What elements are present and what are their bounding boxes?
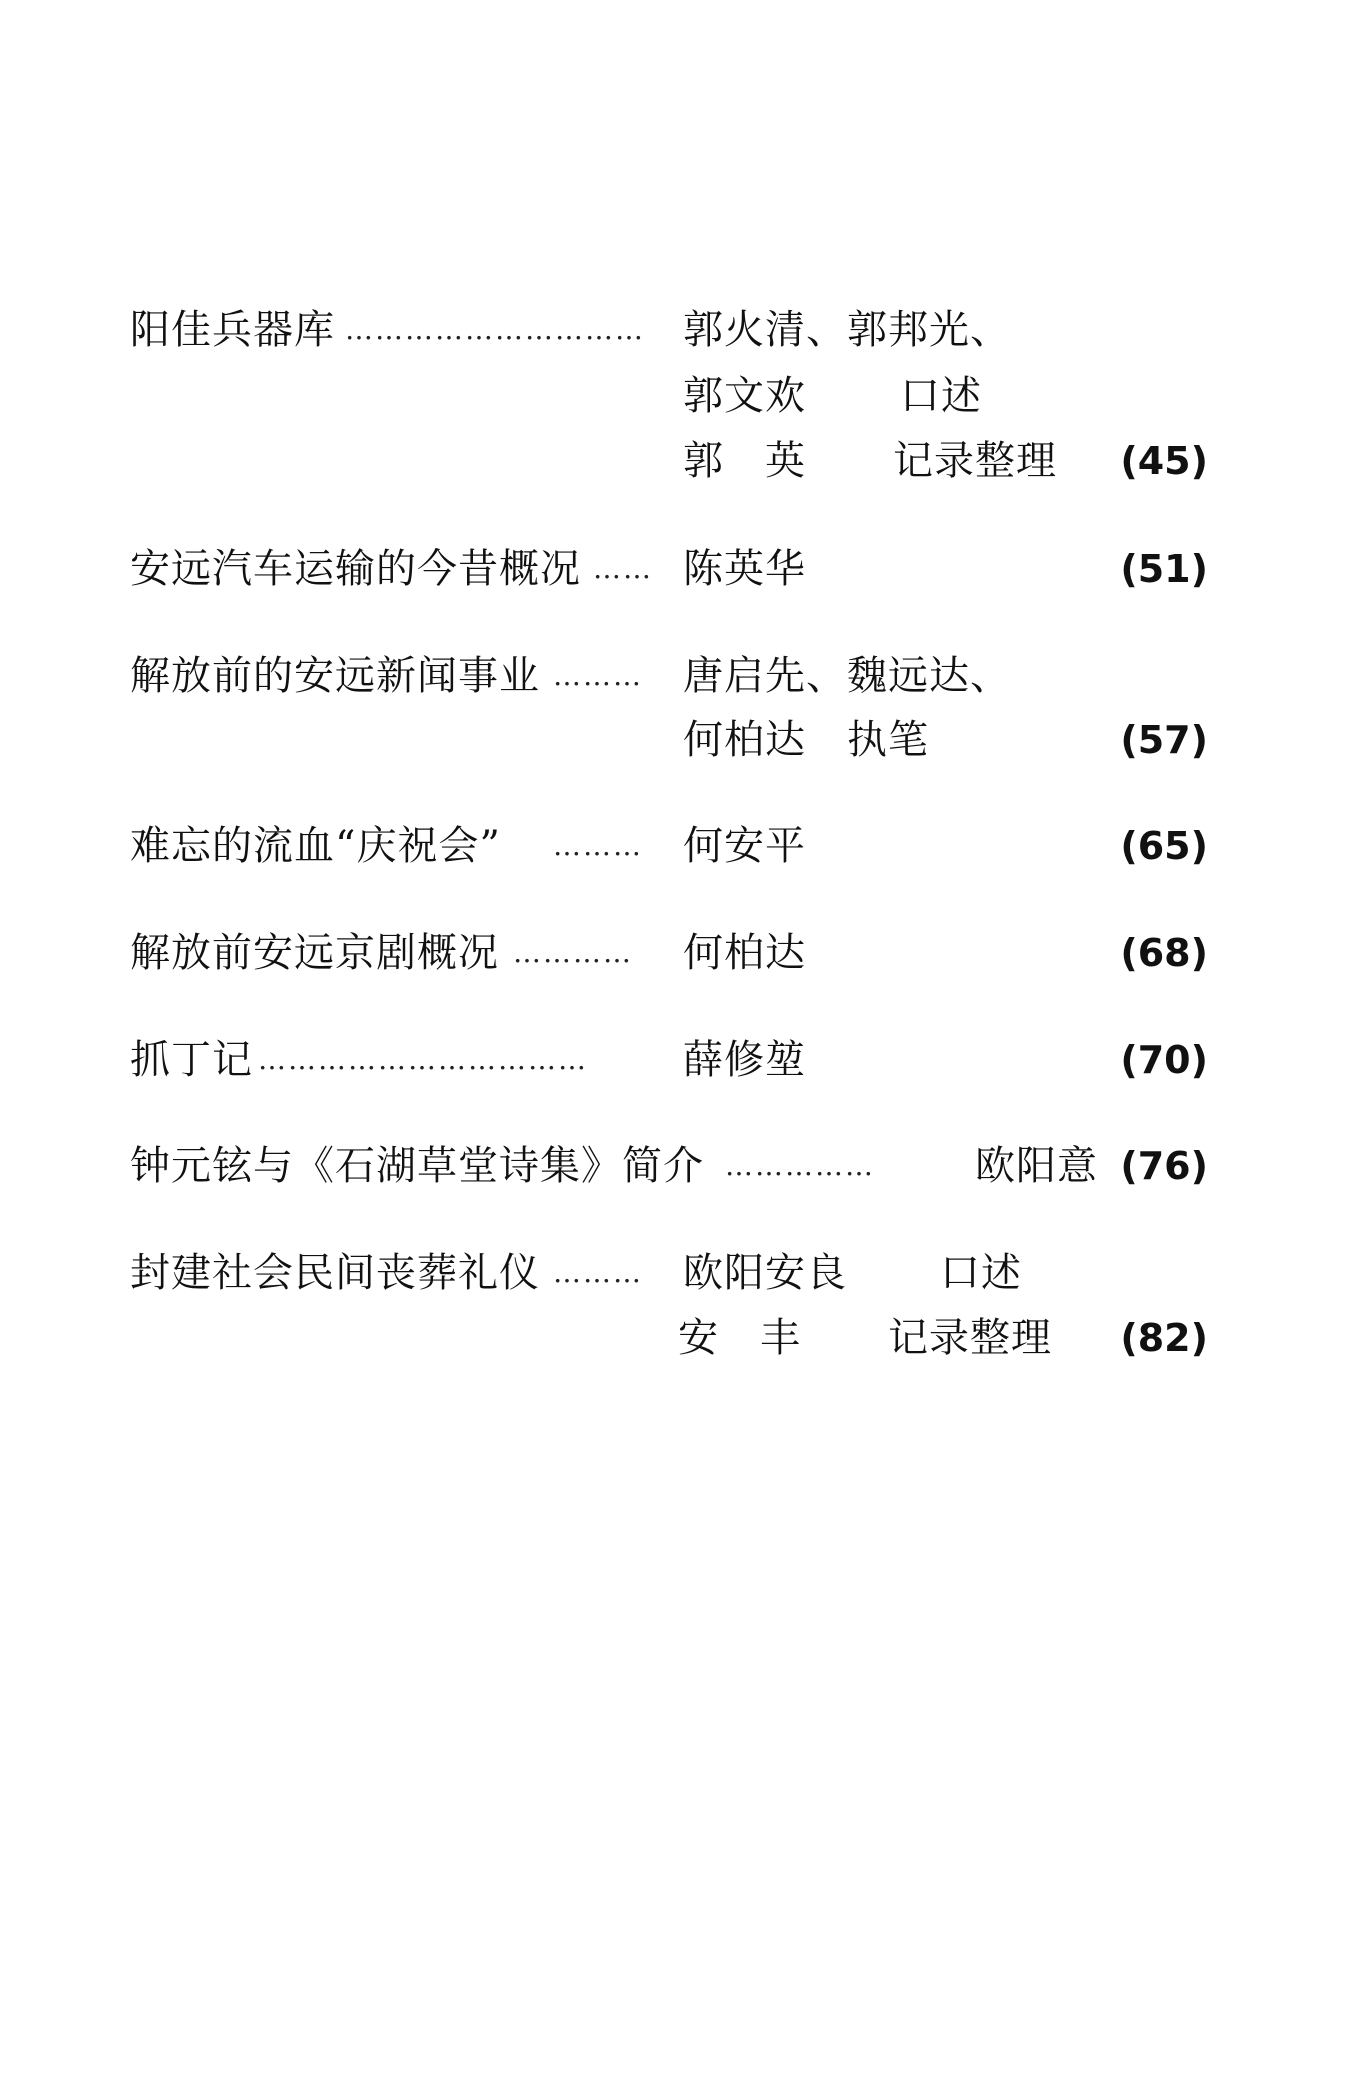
toc-entry-role: 记录整理: [888, 1315, 1052, 1361]
toc-entry-author: 唐启先、魏远达、: [683, 653, 1011, 699]
toc-leader-dots: ……………: [725, 1149, 875, 1182]
toc-entry-role: 口述: [940, 1250, 1022, 1296]
toc-page-number: (82): [1120, 1316, 1208, 1360]
toc-entry-title: 封建社会民间丧葬礼仪: [130, 1250, 540, 1296]
toc-entry-title: 安远汽车运输的今昔概况: [130, 546, 581, 592]
toc-entry-title: 抓丁记: [130, 1037, 253, 1083]
toc-page-number: (65): [1120, 824, 1208, 868]
toc-leader-dots: ……: [593, 552, 653, 585]
toc-entry-author: 陈英华: [683, 546, 806, 592]
toc-leader-dots: ………: [553, 829, 643, 862]
toc-entry-title: 解放前的安远新闻事业: [130, 653, 540, 699]
toc-entry-title: 钟元铉与《石湖草堂诗集》简介: [130, 1143, 704, 1189]
toc-entry-author: 安 丰: [678, 1315, 801, 1361]
toc-entry-title: 解放前安远京剧概况: [130, 930, 499, 976]
toc-leader-dots: ………: [553, 659, 643, 692]
toc-page-number: (51): [1120, 547, 1208, 591]
toc-page-number: (68): [1120, 931, 1208, 975]
toc-entry-title: 阳佳兵器库: [130, 307, 335, 353]
toc-entry-title: 难忘的流血“庆祝会”: [130, 823, 501, 869]
toc-entry-author: 欧阳意: [975, 1143, 1098, 1189]
toc-entry-author: 何柏达: [683, 930, 806, 976]
toc-page-number: (70): [1120, 1038, 1208, 1082]
toc-leader-dots: ………: [553, 1256, 643, 1289]
toc-entry-author: 郭文欢: [683, 373, 806, 419]
toc-entry-author: 欧阳安良: [683, 1250, 847, 1296]
toc-leader-dots: …………: [513, 936, 633, 969]
toc-leader-dots: …………………………: [345, 313, 645, 346]
toc-entry-author: 何柏达 执笔: [683, 717, 929, 763]
toc-leader-dots: ……………………………: [258, 1043, 588, 1076]
toc-entry-author: 郭 英: [683, 438, 806, 484]
toc-entry-author: 薛修堃: [683, 1037, 806, 1083]
toc-entry-role: 记录整理: [893, 438, 1057, 484]
toc-entry-role: 口述: [900, 373, 982, 419]
toc-entry-author: 何安平: [683, 823, 806, 869]
toc-page-number: (57): [1120, 718, 1208, 762]
toc-page-number: (76): [1120, 1144, 1208, 1188]
toc-entry-author: 郭火清、郭邦光、: [683, 307, 1011, 353]
toc-page-number: (45): [1120, 439, 1208, 483]
